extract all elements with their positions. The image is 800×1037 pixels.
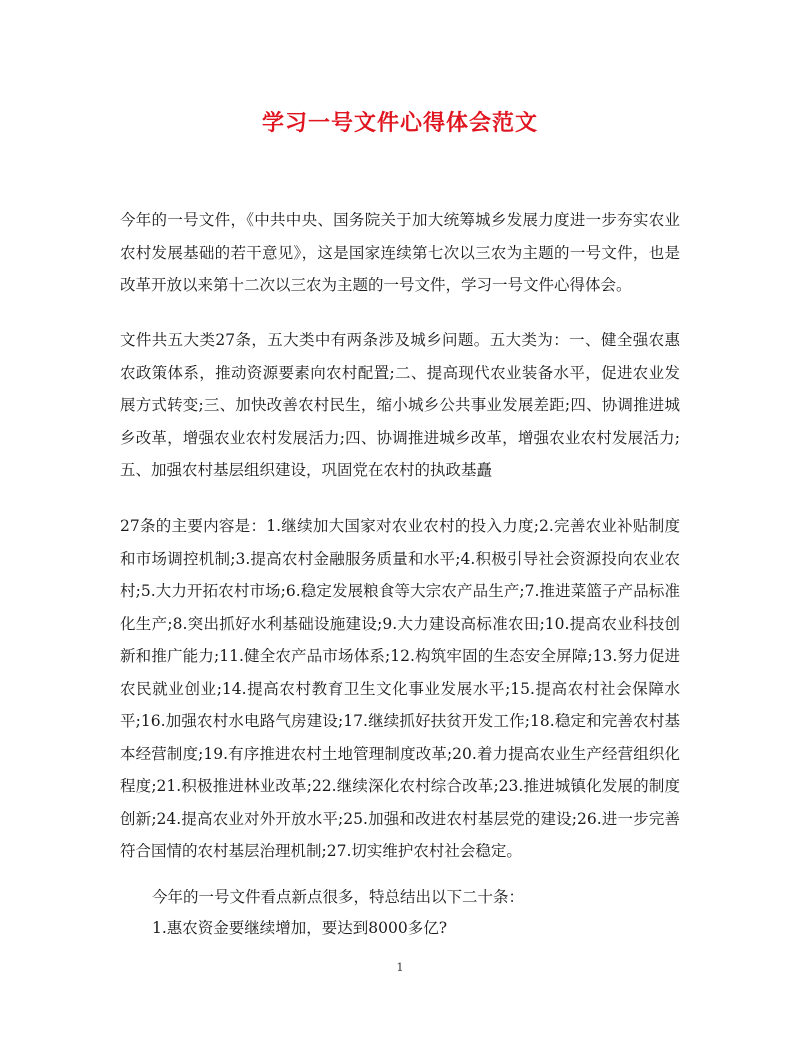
highlights-intro-paragraph: 今年的一号文件看点新点很多，特总结出以下二十条：	[152, 888, 525, 906]
page-number: 1	[396, 961, 404, 974]
articles-paragraph: 27条的主要内容是：1.继续加大国家对农业农村的投入力度;2.完善农业补贴制度和市场调控机制;3.提高农村金融服务质量和水平;4.积极引导社会资源投向农业农村;5.大力开拓农村市场;6.稳定发展粮食等大宗农产品生产;7.推进菜篮子产品标准化生产;8.突出抓好水利基础设施建设;9.大力建设高标准农田;10.提高农业科技创新和推广能力;11.健全农产品市场体系;12.构筑牢固的生态安全屏障;13.努力促进农民就业创业;14.提高农村教育卫生文化事业发展水平;15.提高农村社会保障水平;16.加强农村水电路气房建设;17.继续抓好扶贫开发工作;18.稳定和完善农村基本经营制度;19.有序推进农村土地管理制度改革;20.着力提高农业生产经营组织化程度;21.积极推进林业改革;22.继续深化农村综合改革;23.推进城镇化发展的制度创新;24.提高农业对外开放水平;25.加强和改进农村基层党的建设;26.进一步完善符合国情的农村基层治理机制;27.切实维护农村社会稳定。	[120, 517, 680, 860]
document-title: 学习一号文件心得体会范文	[261, 110, 538, 136]
categories-paragraph: 文件共五大类27条，五大类中有两条涉及城乡问题。五大类为：一、健全强农惠农政策体系，推动资源要素向农村配置;二、提高现代农业装备水平，促进农业发展方式转变;三、加快改善农村民生，缩小城乡公共事业发展差距;四、协调推进城乡改革，增强农业农村发展活力;四、协调推进城乡改革，增强农业农村发展活力;五、加强农村基层组织建设，巩固党在农村的执政基矗	[120, 331, 680, 479]
highlight-item-1: 1.惠农资金要继续增加，要达到8000多亿?	[152, 919, 448, 937]
intro-paragraph: 今年的一号文件，《中共中央、国务院关于加大统筹城乡发展力度进一步夯实农业农村发展基础的若干意见》，这是国家连续第七次以三农为主题的一号文件，也是改革开放以来第十二次以三农为主题的一号文件，学习一号文件心得体会。	[120, 211, 680, 294]
